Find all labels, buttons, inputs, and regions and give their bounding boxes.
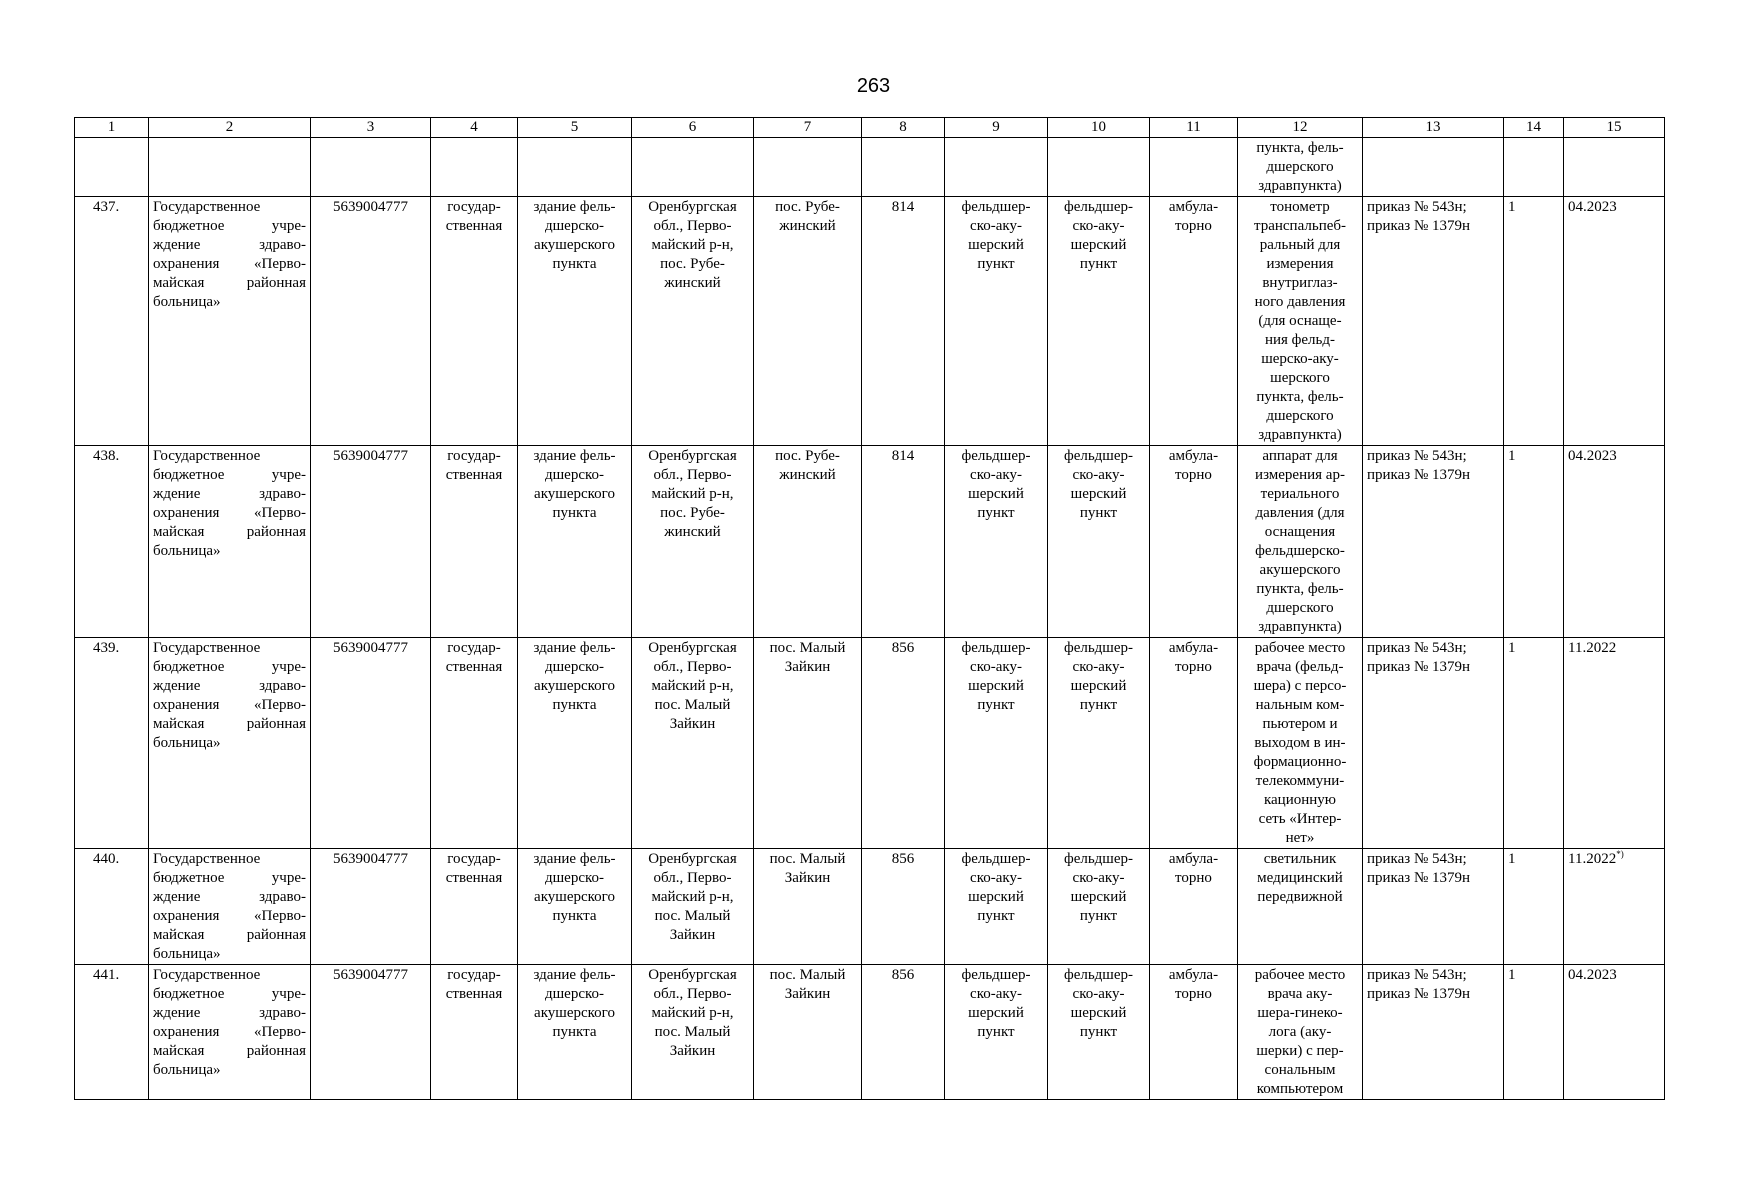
table-row bbox=[75, 638, 1665, 849]
row-number-cell: 437. bbox=[75, 197, 149, 446]
equipment-cell: светильник медицинский передвижной bbox=[1238, 849, 1363, 965]
equipment-cell: аппарат для измерения ар- териального давления (для оснащения фельдшерско- акушерского пункта, фель- дшерского здравпункта) bbox=[1238, 446, 1363, 638]
organization-cell: Государственное бюджетное учре-ждение здраво-охранения «Перво-майская районная больница» bbox=[149, 197, 311, 446]
column-header: 4 bbox=[431, 118, 518, 138]
row-number-cell: 440. bbox=[75, 849, 149, 965]
care-mode-cell: амбула- торно bbox=[1150, 446, 1238, 638]
settlement-cell: пос. Рубе- жинский bbox=[754, 446, 862, 638]
ownership-cell: государ- ственная bbox=[431, 638, 518, 849]
organization-cell: Государственное бюджетное учре-ждение здраво-охранения «Перво-майская районная больница» bbox=[149, 965, 311, 1100]
table-row bbox=[75, 849, 1665, 965]
footnote-mark: *) bbox=[1616, 849, 1624, 859]
column-header: 2 bbox=[149, 118, 311, 138]
row-number-cell: 441. bbox=[75, 965, 149, 1100]
ownership-cell: государ- ственная bbox=[431, 197, 518, 446]
equipment-cell: пункта, фель- дшерского здравпункта) bbox=[1238, 138, 1363, 197]
column-header: 1 bbox=[75, 118, 149, 138]
column-number-header bbox=[75, 118, 1665, 138]
care-mode-cell: амбула- торно bbox=[1150, 638, 1238, 849]
date-cell: 11.2022 bbox=[1564, 638, 1665, 849]
order-cell: приказ № 543н; приказ № 1379н bbox=[1363, 965, 1504, 1100]
population-cell: 856 bbox=[862, 965, 945, 1100]
organization-cell: Государственное бюджетное учре-ждение здраво-охранения «Перво-майская районная больница» bbox=[149, 446, 311, 638]
column-header: 13 bbox=[1363, 118, 1504, 138]
inn-cell: 5639004777 bbox=[311, 849, 431, 965]
registry-table bbox=[74, 117, 1665, 1100]
inn-cell: 5639004777 bbox=[311, 638, 431, 849]
column-header: 12 bbox=[1238, 118, 1363, 138]
ownership-cell: государ- ственная bbox=[431, 965, 518, 1100]
address-cell: Оренбургская обл., Перво- майский р-н, пос. Рубе- жинский bbox=[632, 197, 754, 446]
ownership-cell: государ- ственная bbox=[431, 446, 518, 638]
quantity-cell: 1 bbox=[1504, 446, 1564, 638]
organization-cell: Государственное бюджетное учре-ждение здраво-охранения «Перво-майская районная больница» bbox=[149, 638, 311, 849]
unit-cell: фельдшер- ско-аку- шерский пункт bbox=[1048, 197, 1150, 446]
column-header: 15 bbox=[1564, 118, 1665, 138]
building-cell: здание фель- дшерско- акушерского пункта bbox=[518, 849, 632, 965]
date-cell: 11.2022*) bbox=[1564, 849, 1665, 965]
population-cell: 856 bbox=[862, 638, 945, 849]
quantity-cell: 1 bbox=[1504, 638, 1564, 849]
order-cell: приказ № 543н; приказ № 1379н bbox=[1363, 197, 1504, 446]
table-row bbox=[75, 446, 1665, 638]
population-cell: 814 bbox=[862, 446, 945, 638]
date-cell: 04.2023 bbox=[1564, 965, 1665, 1100]
unit-cell: фельдшер- ско-аку- шерский пункт bbox=[1048, 638, 1150, 849]
building-cell: здание фель- дшерско- акушерского пункта bbox=[518, 197, 632, 446]
date-cell: 04.2023 bbox=[1564, 197, 1665, 446]
unit-type-cell: фельдшер- ско-аку- шерский пункт bbox=[945, 849, 1048, 965]
building-cell: здание фель- дшерско- акушерского пункта bbox=[518, 446, 632, 638]
population-cell: 814 bbox=[862, 197, 945, 446]
equipment-cell: рабочее место врача аку- шера-гинеко- лога (аку- шерки) с пер- сональным компьютером bbox=[1238, 965, 1363, 1100]
date-cell: 04.2023 bbox=[1564, 446, 1665, 638]
quantity-cell: 1 bbox=[1504, 197, 1564, 446]
quantity-cell: 1 bbox=[1504, 965, 1564, 1100]
column-header: 7 bbox=[754, 118, 862, 138]
column-header: 5 bbox=[518, 118, 632, 138]
settlement-cell: пос. Рубе- жинский bbox=[754, 197, 862, 446]
column-header: 3 bbox=[311, 118, 431, 138]
ownership-cell: государ- ственная bbox=[431, 849, 518, 965]
inn-cell: 5639004777 bbox=[311, 197, 431, 446]
care-mode-cell: амбула- торно bbox=[1150, 965, 1238, 1100]
equipment-cell: рабочее место врача (фельд- шера) с персо- нальным ком- пьютером и выходом в ин- формационно- телекоммуни- кационную сеть «Интер- нет» bbox=[1238, 638, 1363, 849]
column-header: 8 bbox=[862, 118, 945, 138]
unit-type-cell: фельдшер- ско-аку- шерский пункт bbox=[945, 446, 1048, 638]
settlement-cell: пос. Малый Зайкин bbox=[754, 849, 862, 965]
address-cell: Оренбургская обл., Перво- майский р-н, пос. Рубе- жинский bbox=[632, 446, 754, 638]
address-cell: Оренбургская обл., Перво- майский р-н, пос. Малый Зайкин bbox=[632, 849, 754, 965]
page-number: 263 bbox=[856, 75, 891, 97]
building-cell: здание фель- дшерско- акушерского пункта bbox=[518, 965, 632, 1100]
order-cell: приказ № 543н; приказ № 1379н bbox=[1363, 446, 1504, 638]
table-row bbox=[75, 197, 1665, 446]
organization-cell: Государственное бюджетное учре-ждение здраво-охранения «Перво-майская районная больница» bbox=[149, 849, 311, 965]
settlement-cell: пос. Малый Зайкин bbox=[754, 638, 862, 849]
row-number-cell: 439. bbox=[75, 638, 149, 849]
order-cell: приказ № 543н; приказ № 1379н bbox=[1363, 638, 1504, 849]
order-cell: приказ № 543н; приказ № 1379н bbox=[1363, 849, 1504, 965]
row-number-cell: 438. bbox=[75, 446, 149, 638]
unit-cell: фельдшер- ско-аку- шерский пункт bbox=[1048, 965, 1150, 1100]
care-mode-cell: амбула- торно bbox=[1150, 849, 1238, 965]
unit-cell: фельдшер- ско-аку- шерский пункт bbox=[1048, 446, 1150, 638]
table-row bbox=[75, 965, 1665, 1100]
address-cell: Оренбургская обл., Перво- майский р-н, пос. Малый Зайкин bbox=[632, 638, 754, 849]
address-cell: Оренбургская обл., Перво- майский р-н, пос. Малый Зайкин bbox=[632, 965, 754, 1100]
inn-cell: 5639004777 bbox=[311, 446, 431, 638]
building-cell: здание фель- дшерско- акушерского пункта bbox=[518, 638, 632, 849]
unit-type-cell: фельдшер- ско-аку- шерский пункт bbox=[945, 638, 1048, 849]
settlement-cell: пос. Малый Зайкин bbox=[754, 965, 862, 1100]
unit-cell: фельдшер- ско-аку- шерский пункт bbox=[1048, 849, 1150, 965]
inn-cell: 5639004777 bbox=[311, 965, 431, 1100]
continuation-row bbox=[75, 138, 1665, 197]
population-cell: 856 bbox=[862, 849, 945, 965]
column-header: 10 bbox=[1048, 118, 1150, 138]
column-header: 11 bbox=[1150, 118, 1238, 138]
care-mode-cell: амбула- торно bbox=[1150, 197, 1238, 446]
column-header: 14 bbox=[1504, 118, 1564, 138]
column-header: 6 bbox=[632, 118, 754, 138]
quantity-cell: 1 bbox=[1504, 849, 1564, 965]
unit-type-cell: фельдшер- ско-аку- шерский пункт bbox=[945, 197, 1048, 446]
column-header: 9 bbox=[945, 118, 1048, 138]
equipment-cell: тонометр транспальпеб- ральный для измерения внутриглаз- ного давления (для оснаще- ния фельд- шерско-аку- шерского пункта, фель- дшерского здравпункта) bbox=[1238, 197, 1363, 446]
unit-type-cell: фельдшер- ско-аку- шерский пункт bbox=[945, 965, 1048, 1100]
